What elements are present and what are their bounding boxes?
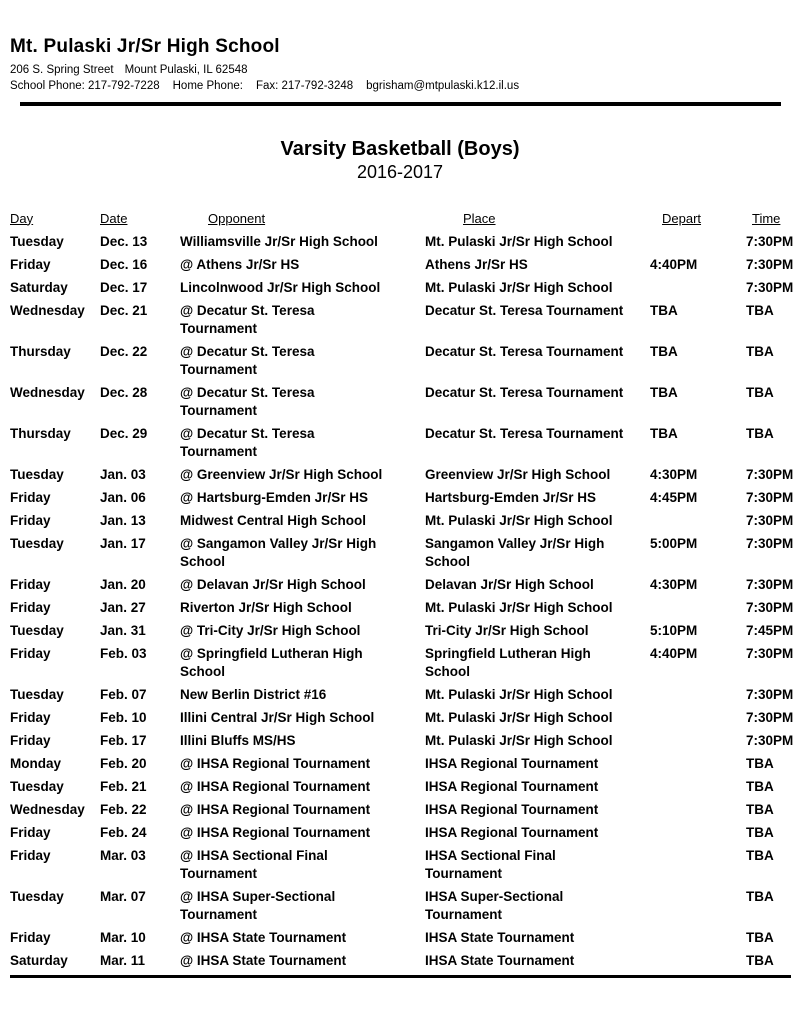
table-row [10, 576, 800, 594]
cell-date: Jan. 06 [100, 489, 146, 505]
cell-opponent: @ IHSA Regional Tournament [180, 801, 371, 817]
cell-day: Tuesday [10, 233, 64, 249]
cell-day: Wednesday [10, 384, 85, 400]
cell-date: Feb. 20 [100, 755, 147, 771]
table-row [10, 302, 800, 338]
cell-depart: 4:30PM [650, 466, 698, 482]
season-subtitle: 2016-2017 [356, 161, 444, 182]
address-city: Mount Pulaski, IL 62548 [124, 64, 248, 76]
cell-place: Mt. Pulaski Jr/Sr High School [425, 279, 613, 295]
cell-date: Feb. 03 [100, 645, 147, 661]
cell-place: Greenview Jr/Sr High School [425, 466, 611, 482]
cell-day: Tuesday [10, 888, 64, 904]
cell-time: TBA [746, 801, 774, 817]
cell-opponent: @ Decatur St. Teresa Tournament [180, 302, 315, 336]
cell-time: TBA [746, 824, 774, 840]
cell-time: 7:30PM [746, 732, 794, 748]
column-header-day: Day [10, 210, 34, 226]
cell-place: IHSA Super-Sectional Tournament [425, 888, 564, 922]
cell-time: 7:30PM [746, 645, 794, 661]
cell-place: IHSA Regional Tournament [425, 801, 599, 817]
table-row [10, 233, 800, 251]
cell-place: Mt. Pulaski Jr/Sr High School [425, 512, 613, 528]
cell-day: Friday [10, 709, 51, 725]
cell-time: TBA [746, 888, 774, 904]
cell-time: TBA [746, 302, 774, 318]
table-row [10, 824, 800, 842]
cell-date: Jan. 31 [100, 622, 146, 638]
cell-time: 7:30PM [746, 466, 794, 482]
table-header-row [10, 210, 800, 228]
cell-depart: TBA [650, 384, 678, 400]
cell-place: IHSA State Tournament [425, 952, 575, 968]
cell-place: Mt. Pulaski Jr/Sr High School [425, 686, 613, 702]
table-row [10, 489, 800, 507]
cell-opponent: Riverton Jr/Sr High School [180, 599, 352, 615]
cell-time: TBA [746, 425, 774, 441]
cell-depart: TBA [650, 425, 678, 441]
cell-date: Jan. 17 [100, 535, 146, 551]
cell-date: Feb. 17 [100, 732, 147, 748]
title-block [0, 138, 800, 183]
cell-day: Friday [10, 512, 51, 528]
cell-opponent: @ Decatur St. Teresa Tournament [180, 343, 315, 377]
cell-opponent: New Berlin District #16 [180, 686, 327, 702]
cell-date: Jan. 03 [100, 466, 146, 482]
cell-place: Mt. Pulaski Jr/Sr High School [425, 599, 613, 615]
cell-place: Decatur St. Teresa Tournament [425, 425, 624, 441]
table-row [10, 279, 800, 297]
cell-day: Friday [10, 645, 51, 661]
cell-date: Mar. 10 [100, 929, 146, 945]
cell-place: Decatur St. Teresa Tournament [425, 343, 624, 359]
table-row [10, 801, 800, 819]
table-row [10, 755, 800, 773]
cell-depart: 4:30PM [650, 576, 698, 592]
cell-date: Dec. 17 [100, 279, 148, 295]
cell-time: 7:30PM [746, 489, 794, 505]
cell-place: Decatur St. Teresa Tournament [425, 384, 624, 400]
cell-date: Feb. 24 [100, 824, 147, 840]
table-body [10, 233, 800, 970]
cell-time: 7:45PM [746, 622, 794, 638]
cell-date: Mar. 03 [100, 847, 146, 863]
cell-opponent: @ Greenview Jr/Sr High School [180, 466, 383, 482]
cell-opponent: @ Decatur St. Teresa Tournament [180, 425, 315, 459]
cell-time: 7:30PM [746, 279, 794, 295]
cell-time: TBA [746, 952, 774, 968]
cell-time: 7:30PM [746, 599, 794, 615]
cell-date: Dec. 16 [100, 256, 148, 272]
cell-opponent: @ IHSA State Tournament [180, 952, 347, 968]
cell-date: Dec. 22 [100, 343, 148, 359]
cell-time: TBA [746, 929, 774, 945]
cell-time: TBA [746, 847, 774, 863]
cell-date: Jan. 27 [100, 599, 146, 615]
cell-depart: 4:40PM [650, 645, 698, 661]
cell-day: Saturday [10, 279, 68, 295]
school-phone: School Phone: 217-792-7228 [10, 80, 160, 92]
cell-day: Thursday [10, 425, 71, 441]
cell-day: Friday [10, 256, 51, 272]
cell-date: Dec. 13 [100, 233, 148, 249]
cell-opponent: @ IHSA Super-Sectional Tournament [180, 888, 336, 922]
cell-day: Friday [10, 824, 51, 840]
cell-date: Mar. 11 [100, 952, 146, 968]
cell-place: Springfield Lutheran High School [425, 645, 591, 679]
letterhead [0, 0, 800, 106]
cell-time: TBA [746, 755, 774, 771]
cell-day: Tuesday [10, 466, 64, 482]
cell-day: Thursday [10, 343, 71, 359]
cell-date: Feb. 07 [100, 686, 147, 702]
cell-day: Friday [10, 489, 51, 505]
table-row [10, 256, 800, 274]
cell-date: Dec. 29 [100, 425, 148, 441]
table-row [10, 847, 800, 883]
cell-day: Friday [10, 929, 51, 945]
cell-day: Friday [10, 599, 51, 615]
cell-date: Mar. 07 [100, 888, 146, 904]
document-title: Varsity Basketball (Boys) [280, 137, 520, 160]
cell-time: 7:30PM [746, 233, 794, 249]
cell-place: Tri-City Jr/Sr High School [425, 622, 589, 638]
cell-place: Mt. Pulaski Jr/Sr High School [425, 732, 613, 748]
cell-opponent: Lincolnwood Jr/Sr High School [180, 279, 381, 295]
cell-date: Feb. 10 [100, 709, 147, 725]
table-row [10, 732, 800, 750]
cell-day: Wednesday [10, 302, 85, 318]
cell-opponent: @ Decatur St. Teresa Tournament [180, 384, 315, 418]
cell-date: Jan. 20 [100, 576, 146, 592]
cell-day: Tuesday [10, 778, 64, 794]
cell-time: 7:30PM [746, 512, 794, 528]
cell-opponent: @ Delavan Jr/Sr High School [180, 576, 366, 592]
cell-depart: 5:10PM [650, 622, 698, 638]
cell-day: Friday [10, 847, 51, 863]
cell-opponent: @ Tri-City Jr/Sr High School [180, 622, 361, 638]
cell-day: Wednesday [10, 801, 85, 817]
cell-place: Sangamon Valley Jr/Sr High School [425, 535, 605, 569]
cell-depart: 4:40PM [650, 256, 698, 272]
table-row [10, 952, 800, 970]
bottom-divider [10, 975, 791, 979]
cell-date: Jan. 13 [100, 512, 146, 528]
cell-depart: TBA [650, 343, 678, 359]
cell-day: Friday [10, 732, 51, 748]
column-header-opponent: Opponent [208, 210, 266, 226]
cell-day: Monday [10, 755, 62, 771]
cell-time: 7:30PM [746, 686, 794, 702]
cell-day: Friday [10, 576, 51, 592]
cell-place: IHSA Regional Tournament [425, 755, 599, 771]
table-row [10, 512, 800, 530]
school-address [10, 63, 790, 77]
table-row [10, 888, 800, 924]
cell-place: Mt. Pulaski Jr/Sr High School [425, 233, 613, 249]
cell-place: Mt. Pulaski Jr/Sr High School [425, 709, 613, 725]
fax-number: Fax: 217-792-3248 [255, 80, 354, 92]
school-name: Mt. Pulaski Jr/Sr High School [10, 36, 280, 57]
cell-opponent: Midwest Central High School [180, 512, 367, 528]
cell-place: Hartsburg-Emden Jr/Sr HS [425, 489, 597, 505]
table-row [10, 929, 800, 947]
cell-opponent: @ IHSA Regional Tournament [180, 755, 371, 771]
column-header-time: Time [752, 210, 781, 226]
cell-opponent: @ IHSA Sectional Final Tournament [180, 847, 328, 881]
cell-time: 7:30PM [746, 256, 794, 272]
table-row [10, 535, 800, 571]
cell-place: IHSA State Tournament [425, 929, 575, 945]
table-row [10, 384, 800, 420]
table-row [10, 686, 800, 704]
email-address: bgrisham@mtpulaski.k12.il.us [366, 80, 520, 92]
cell-day: Tuesday [10, 535, 64, 551]
cell-depart: 4:45PM [650, 489, 698, 505]
cell-place: Delavan Jr/Sr High School [425, 576, 594, 592]
column-header-place: Place [463, 210, 496, 226]
cell-day: Tuesday [10, 686, 64, 702]
cell-date: Feb. 21 [100, 778, 147, 794]
letterhead-divider [20, 102, 781, 106]
table-row [10, 645, 800, 681]
cell-time: 7:30PM [746, 576, 794, 592]
cell-place: Decatur St. Teresa Tournament [425, 302, 624, 318]
cell-time: TBA [746, 778, 774, 794]
cell-opponent: @ IHSA Regional Tournament [180, 778, 371, 794]
table-row [10, 599, 800, 617]
cell-time: TBA [746, 343, 774, 359]
cell-opponent: @ IHSA State Tournament [180, 929, 347, 945]
table-row [10, 709, 800, 727]
table-row [10, 466, 800, 484]
column-header-depart: Depart [662, 210, 702, 226]
home-phone-label: Home Phone: [172, 80, 243, 92]
cell-opponent: Williamsville Jr/Sr High School [180, 233, 378, 249]
table-row [10, 343, 800, 379]
cell-day: Tuesday [10, 622, 64, 638]
cell-date: Feb. 22 [100, 801, 147, 817]
cell-day: Saturday [10, 952, 68, 968]
column-header-date: Date [100, 210, 128, 226]
cell-place: IHSA Sectional Final Tournament [425, 847, 556, 881]
cell-place: IHSA Regional Tournament [425, 778, 599, 794]
cell-depart: TBA [650, 302, 678, 318]
cell-time: TBA [746, 384, 774, 400]
cell-opponent: Illini Bluffs MS/HS [180, 732, 296, 748]
school-contact [10, 79, 790, 93]
cell-date: Dec. 21 [100, 302, 148, 318]
table-row [10, 425, 800, 461]
schedule-table [10, 210, 800, 970]
cell-opponent: @ Springfield Lutheran High School [180, 645, 363, 679]
cell-opponent: @ Sangamon Valley Jr/Sr High School [180, 535, 377, 569]
cell-depart: 5:00PM [650, 535, 698, 551]
table-row [10, 622, 800, 640]
address-street: 206 S. Spring Street [10, 64, 114, 76]
cell-opponent: @ Athens Jr/Sr HS [180, 256, 300, 272]
cell-time: 7:30PM [746, 535, 794, 551]
cell-time: 7:30PM [746, 709, 794, 725]
cell-place: IHSA Regional Tournament [425, 824, 599, 840]
cell-opponent: Illini Central Jr/Sr High School [180, 709, 375, 725]
cell-place: Athens Jr/Sr HS [425, 256, 528, 272]
table-row [10, 778, 800, 796]
cell-opponent: @ Hartsburg-Emden Jr/Sr HS [180, 489, 368, 505]
cell-opponent: @ IHSA Regional Tournament [180, 824, 371, 840]
cell-date: Dec. 28 [100, 384, 148, 400]
